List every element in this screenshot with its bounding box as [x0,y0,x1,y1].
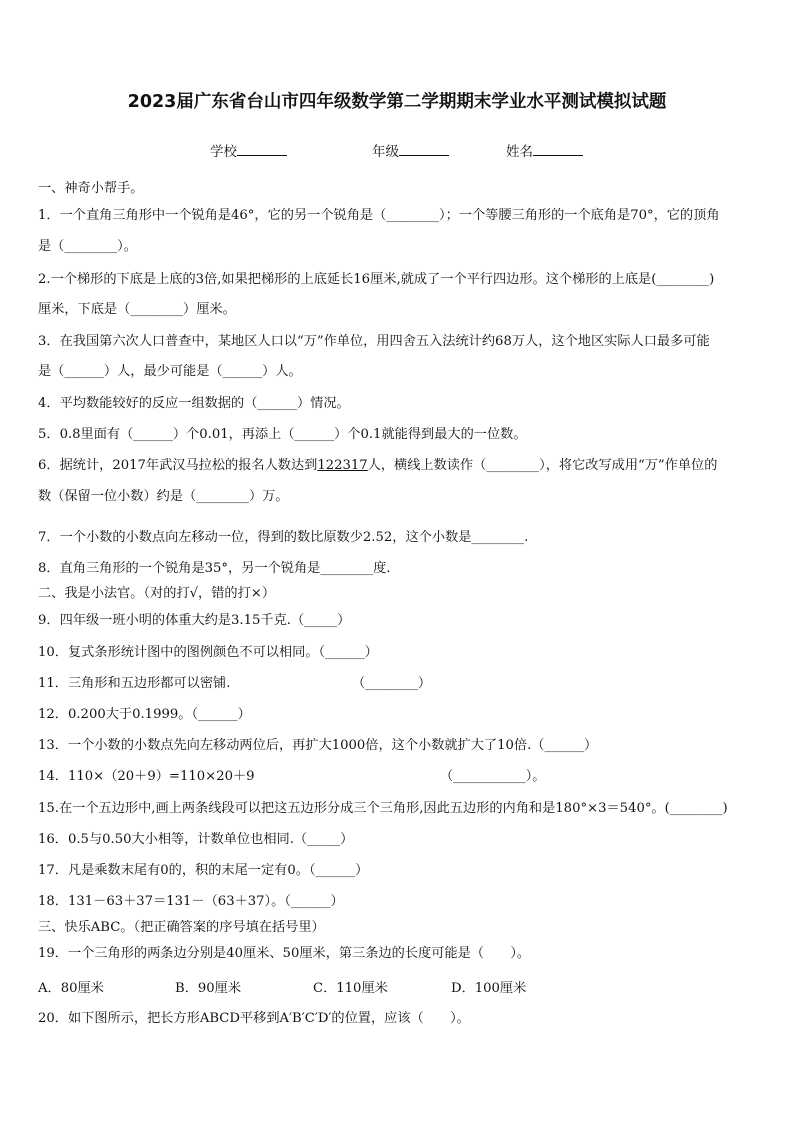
grade-label: 年级 [372,144,399,160]
section-heading-2: 二、我是小法官。（对的打√，错的打×） [38,586,276,601]
question-19-option-a: A．80厘米 [38,981,104,996]
question-12: 12．0.200大于0.1999。（______） [38,707,251,722]
page-title: 2023届广东省台山市四年级数学第二学期期末学业水平测试模拟试题 [127,92,667,112]
school-blank[interactable] [237,143,287,156]
school-label: 学校 [210,144,237,160]
question-4: 4．平均数能较好的反应一组数据的（______）情况。 [38,396,350,411]
question-11-text: 11．三角形和五边形都可以密铺. [38,676,231,691]
question-14-blank: （___________）。 [440,769,546,784]
question-2-line-2: 厘米，下底是（________）厘米。 [38,302,236,317]
name-field [506,140,583,160]
question-19: 19．一个三角形的两条边分别是40厘米、50厘米，第三条边的长度可能是（ ）。 [38,946,531,961]
question-11 [38,676,764,692]
question-18: 18．131－63＋37＝131－（63＋37）。（______） [38,894,344,909]
school-field [210,140,287,160]
question-6-number: 122317 [317,458,368,473]
question-19-option-b: B．90厘米 [175,981,242,996]
question-7: 7．一个小数的小数点向左移动一位，得到的数比原数少2.52，这个小数是________. [38,530,529,545]
question-2-line-1: 2.一个梯形的下底是上底的3倍,如果把梯形的上底延长16厘米,就成了一个平行四边形。这个梯形的上底是(________) [38,272,715,287]
question-6-prefix: 6．据统计，2017年武汉马拉松的报名人数达到 [38,458,318,473]
question-19-option-d: D．100厘米 [451,981,527,996]
question-1-line-2: 是（________）。 [38,239,137,254]
question-3-line-1: 3．在我国第六次人口普查中，某地区人口以“万”作单位，用四舍五入法统计约68万人，这个地区实际人口最多可能 [38,334,710,349]
question-16: 16．0.5与0.50大小相等，计数单位也相同.（_____） [38,832,354,847]
question-11-blank: （________） [352,676,432,691]
question-15: 15.在一个五边形中,画上两条线段可以把这五边形分成三个三角形,因此五边形的内角和是180°×3＝540°。(________) [38,801,728,816]
question-5: 5．0.8里面有（______）个0.01，再添上（______）个0.1就能得到最大的一位数。 [38,427,527,442]
question-3-line-2: 是（______）人，最少可能是（______）人。 [38,364,302,379]
question-20: 20．如下图所示，把长方形ABCD平移到A′B′C′D′的位置，应该（ ）。 [38,1011,470,1026]
grade-field [372,140,449,160]
question-6-line-2: 数（保留一位小数）约是（________）万。 [38,489,289,504]
question-14 [38,769,764,785]
question-1-line-1: 1．一个直角三角形中一个锐角是46°，它的另一个锐角是（________）；一个等腰三角形的一个底角是70°，它的顶角 [38,208,720,223]
name-label: 姓名 [506,144,533,160]
question-14-text: 14．110×（20＋9）=110×20＋9 [38,769,255,784]
question-17: 17．凡是乘数末尾有0的，积的末尾一定有0。（______） [38,863,369,878]
question-6-line-1 [38,458,764,474]
section-heading-3: 三、快乐ABC。（把正确答案的序号填在括号里） [38,920,325,935]
grade-blank[interactable] [399,143,449,156]
name-blank[interactable] [533,143,583,156]
question-8: 8．直角三角形的一个锐角是35°，另一个锐角是________度. [38,561,391,576]
question-10: 10．复式条形统计图中的图例颜色不可以相同。（______） [38,645,378,660]
question-13: 13．一个小数的小数点先向左移动两位后，再扩大1000倍，这个小数就扩大了10倍.（______） [38,738,598,753]
question-19-option-c: C．110厘米 [313,981,388,996]
section-heading-1: 一、神奇小帮手。 [38,181,144,196]
question-6-suffix: 人，横线上数读作（________），将它改写成用“万”作单位的 [367,458,718,473]
question-9: 9．四年级一班小明的体重大约是3.15千克.（_____） [38,613,351,628]
